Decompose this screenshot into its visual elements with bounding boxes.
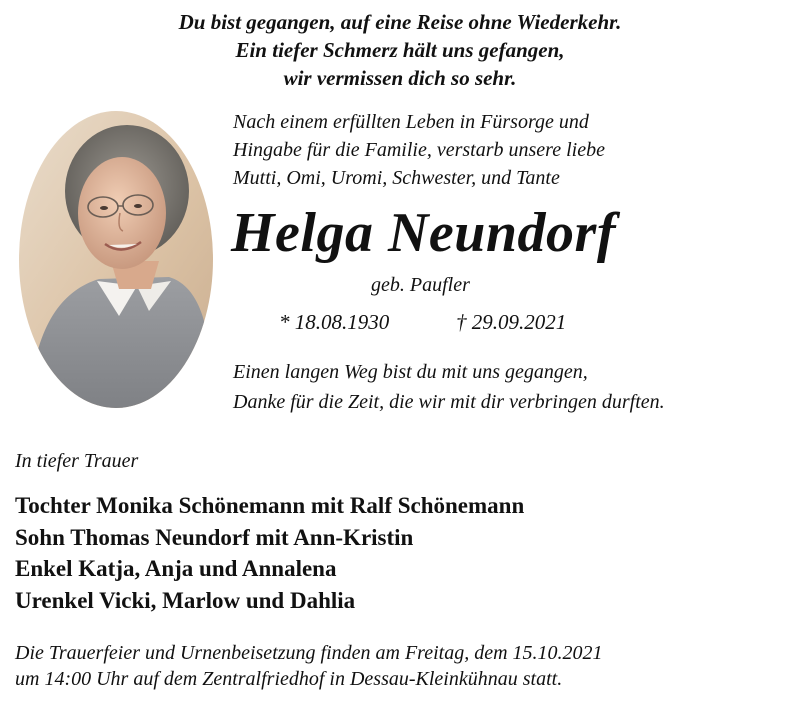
opening-poem <box>120 8 680 92</box>
funeral-notice <box>15 640 603 692</box>
family-member-line: Urenkel Vicki, Marlow und Dahlia <box>15 587 356 613</box>
portrait-photo <box>19 111 213 408</box>
opening-poem-line: Du bist gegangen, auf eine Reise ohne Wiederkehr. <box>178 10 622 34</box>
deceased-name: Helga Neundorf <box>231 202 616 264</box>
intro-text <box>233 108 605 192</box>
closing-poem <box>233 357 665 417</box>
closing-poem-line: Danke für die Zeit, die wir mit dir verbringen durften. <box>233 391 665 413</box>
mourning-label: In tiefer Trauer <box>15 450 139 472</box>
intro-line: Mutti, Omi, Uromi, Schwester, und Tante <box>233 167 560 189</box>
maiden-name: geb. Paufler <box>371 274 470 296</box>
death-date: † 29.09.2021 <box>456 310 567 334</box>
family-member-line: Tochter Monika Schönemann mit Ralf Schönemann <box>15 493 525 518</box>
birth-date: * 18.08.1930 <box>279 310 390 334</box>
funeral-notice-line: Die Trauerfeier und Urnenbeisetzung finden am Freitag, dem 15.10.2021 <box>15 642 603 664</box>
family-list <box>15 490 524 616</box>
closing-poem-line: Einen langen Weg bist du mit uns gegangen, <box>233 361 588 383</box>
opening-poem-line: wir vermissen dich so sehr. <box>283 66 517 90</box>
family-member-line: Enkel Katja, Anja und Annalena <box>15 556 337 581</box>
funeral-notice-line: um 14:00 Uhr auf dem Zentralfriedhof in Dessau-Kleinkühnau statt. <box>15 668 563 690</box>
family-member-line: Sohn Thomas Neundorf mit Ann-Kristin <box>15 524 414 550</box>
intro-line: Hingabe für die Familie, verstarb unsere liebe <box>233 139 605 161</box>
opening-poem-line: Ein tiefer Schmerz hält uns gefangen, <box>235 38 565 62</box>
intro-line: Nach einem erfüllten Leben in Fürsorge und <box>233 111 589 133</box>
